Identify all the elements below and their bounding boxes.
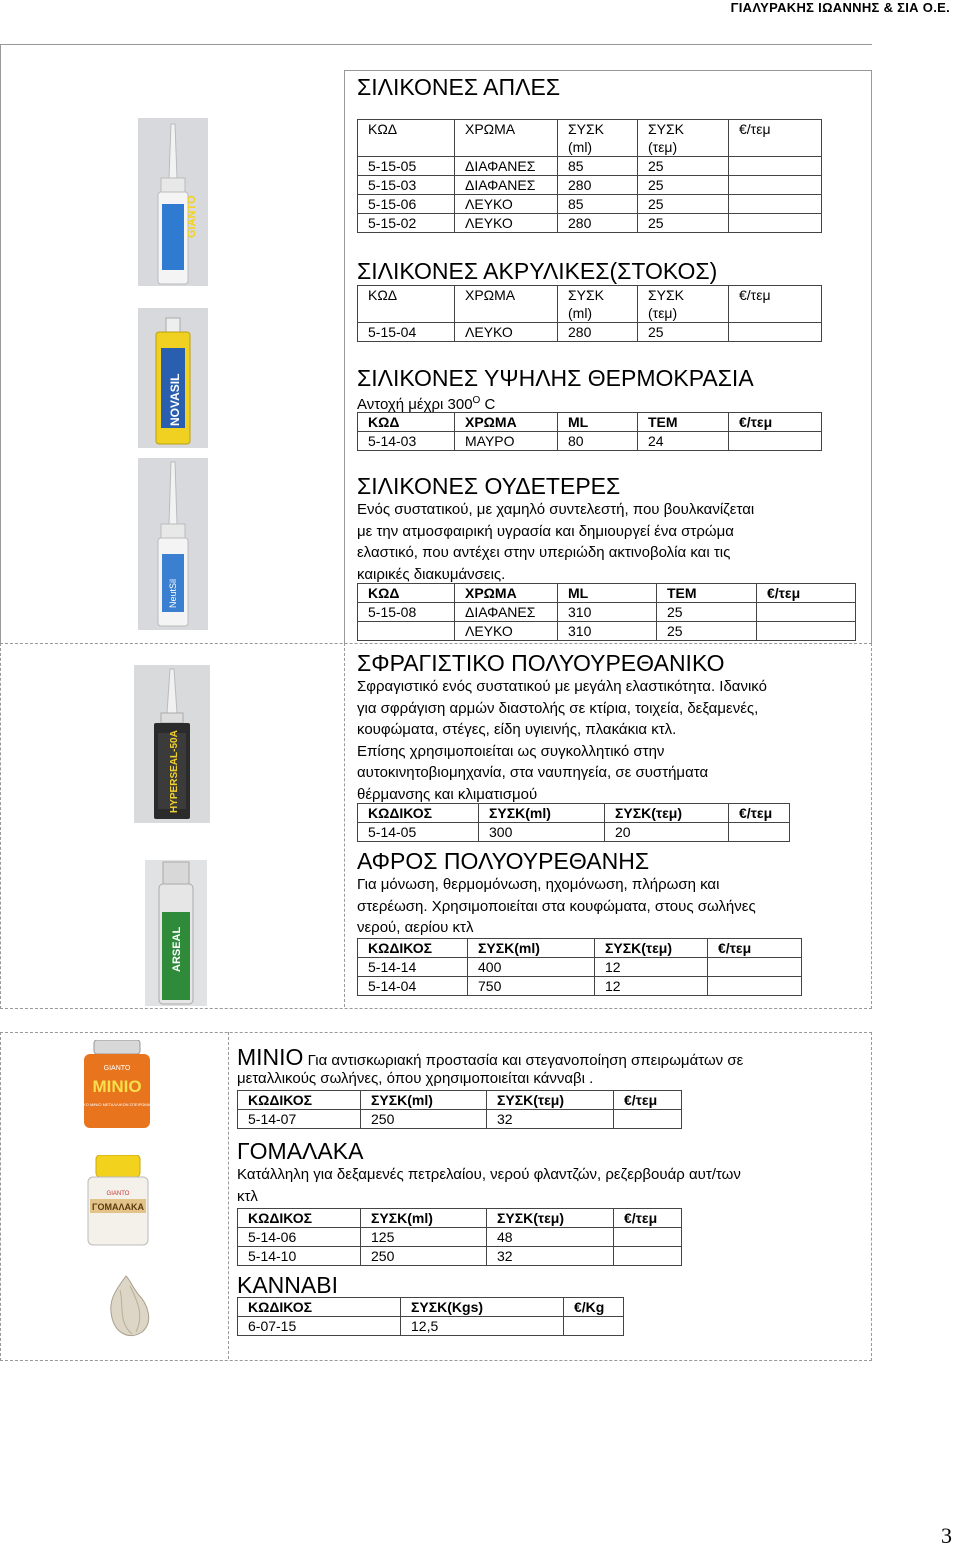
silicone-tube-label: GIANTO: [186, 195, 198, 238]
cell-pcs: 25: [657, 603, 757, 622]
col-header-price: €/τεμ: [757, 584, 856, 603]
cell-price: [729, 195, 822, 214]
cell-code: 5-15-02: [358, 214, 455, 233]
pu-sealant-table: [357, 803, 790, 842]
company-name: ΓΙΑΛΥΡΑΚΗΣ ΙΩΑΝΝΗΣ & ΣΙΑ Ο.Ε.: [730, 0, 950, 15]
cell-pack-pcs: 48: [487, 1228, 614, 1247]
col-header-price: €/τεμ: [729, 804, 790, 823]
col-header-pcs: ΤΕΜ: [657, 584, 757, 603]
cell-code: 5-14-05: [358, 823, 479, 842]
col-header-pack-ml: ΣΥΣΚ(ml): [479, 804, 605, 823]
cell-price: [729, 157, 822, 176]
table-row: [358, 603, 856, 622]
table-row: [358, 214, 822, 233]
kannavi-title: ΚΑΝΝΑΒΙ: [237, 1272, 338, 1298]
col-header-code: ΚΩΔΙΚΟΣ: [358, 939, 468, 958]
col-header-color: ΧΡΩΜΑ: [455, 584, 558, 603]
col-header-pack-pcs: ΣΥΣΚ (τεμ): [638, 120, 729, 157]
col-header-pack-pcs: ΣΥΣΚ(τεμ): [605, 804, 729, 823]
hemp-fiber-image: [96, 1272, 158, 1344]
cell-code: 5-15-05: [358, 157, 455, 176]
table-header-row: [358, 413, 822, 432]
col-header-ml: ML: [558, 413, 638, 432]
minio-jar-sub: ΕΙΔΙΚΟ ΜΙΝΙΟ ΜΕΤΑΛΛΙΚΩΝ ΣΠΕΙΡΩΜΑΤΩΝ: [76, 1102, 158, 1107]
cell-color: ΜΑΥΡΟ: [455, 432, 558, 451]
description-line: Επίσης χρησιμοποιείται ως συγκολλητικό στην: [357, 742, 665, 760]
cell-pack-kg: 12,5: [401, 1317, 564, 1336]
high-temp-subtitle-unit: C: [480, 396, 496, 413]
table-row: [358, 432, 822, 451]
cell-ml: 310: [558, 603, 657, 622]
page-number: 3: [941, 1523, 952, 1548]
cell-code: [358, 622, 455, 641]
table-header-row: [358, 804, 790, 823]
cell-pack-pcs: 20: [605, 823, 729, 842]
cell-code: 5-15-08: [358, 603, 455, 622]
gomalaka-jar-label: ΓΟΜΑΛΑΚΑ: [92, 1202, 144, 1212]
table-header-row: [358, 286, 822, 323]
cell-color: ΔΙΑΦΑΝΕΣ: [455, 176, 558, 195]
pu-foam-table: [357, 938, 802, 996]
minio-jar-label: MINIO: [92, 1077, 142, 1096]
cell-price: [708, 977, 802, 996]
neutral-tube-image: [138, 458, 208, 630]
col-header-code: ΚΩΔΙΚΟΣ: [358, 804, 479, 823]
col-header-pcs: ΤΕΜ: [638, 413, 729, 432]
foam-can-image: [145, 860, 207, 1006]
bottom-frame-divider: [228, 1032, 229, 1359]
col-header-pack-ml: ΣΥΣΚ(ml): [361, 1209, 487, 1228]
table-row: [238, 1247, 682, 1266]
description-line: στερέωση. Χρησιμοποιείται στα κουφώματα, στους σωλήνες: [357, 897, 756, 915]
col-header-pack-pcs: ΣΥΣΚ (τεμ): [638, 286, 729, 323]
table-row: [358, 176, 822, 195]
col-header-code: ΚΩΔ: [358, 413, 455, 432]
description-line: αυτοκινητοβιομηχανία, στα ναυπηγεία, σε συστήματα: [357, 764, 709, 781]
acrylic-tube-image: [138, 308, 208, 448]
col-header-color: ΧΡΩΜΑ: [455, 413, 558, 432]
cell-pack-ml: 400: [468, 958, 595, 977]
cell-price: [729, 432, 822, 451]
cell-price: [757, 622, 856, 641]
silicones-simple-table: [357, 119, 822, 233]
lower-frame-divider: [344, 643, 345, 1007]
pu-sealant-description: [357, 676, 867, 805]
cell-pack-pcs: 25: [638, 195, 729, 214]
col-header-code: ΚΩΔ: [358, 584, 455, 603]
col-header-pack-ml: ΣΥΣΚ (ml): [558, 286, 638, 323]
silicones-neutral-title: ΣΙΛΙΚΟΝΕΣ ΟΥΔΕΤΕΡΕΣ: [357, 473, 621, 499]
table-row: [238, 1317, 624, 1336]
description-line: κουφώματα, στέγες, είδη υγιεινής, πλακάκια κτλ.: [357, 721, 677, 738]
table-row: [358, 958, 802, 977]
cell-price: [729, 214, 822, 233]
cell-code: 5-15-03: [358, 176, 455, 195]
description-line: Σφραγιστικό ενός συστατικού με μεγάλη ελαστικότητα. Ιδανικό: [357, 678, 767, 695]
cell-pack-pcs: 32: [487, 1247, 614, 1266]
description-line: για σφράγιση αρμών διαστολής σε κτίρια, τοιχεία, δεξαμενές,: [357, 699, 759, 717]
minio-heading: [237, 1044, 743, 1071]
cell-pack-ml: 85: [558, 195, 638, 214]
pu-foam-title: ΑΦΡΟΣ ΠΟΛΥΟΥΡΕΘΑΝΗΣ: [357, 848, 650, 874]
col-header-price: €/τεμ: [729, 120, 822, 157]
col-header-code: ΚΩΔ: [358, 120, 455, 157]
cell-pcs: 24: [638, 432, 729, 451]
silicone-tube-image: [138, 118, 208, 286]
cell-pack-ml: 280: [558, 176, 638, 195]
table-row: [238, 1110, 682, 1129]
minio-jar-image: [76, 1040, 158, 1130]
cell-pack-pcs: 25: [638, 157, 729, 176]
cell-code: 5-14-10: [238, 1247, 361, 1266]
gomalaka-title: ΓΟΜΑΛΑΚΑ: [237, 1138, 364, 1164]
gomalaka-description: [237, 1164, 867, 1207]
cell-price: [729, 176, 822, 195]
cell-pack-ml: 300: [479, 823, 605, 842]
cell-pack-ml: 85: [558, 157, 638, 176]
pu-foam-description: [357, 874, 867, 939]
minio-title: ΜΙΝΙΟ: [237, 1044, 304, 1070]
minio-description-line: μεταλλικούς σωλήνες, όπου χρησιμοποιείται κάνναβι .: [237, 1070, 594, 1087]
col-header-pack-ml: ΣΥΣΚ(ml): [361, 1091, 487, 1110]
minio-description-inline: Για αντισκωριακή προστασία και στεγανοποίηση σπειρωμάτων σε: [303, 1052, 744, 1069]
cell-pack-ml: 250: [361, 1247, 487, 1266]
kannavi-table: [237, 1297, 624, 1336]
col-header-pack-ml: ΣΥΣΚ (ml): [558, 120, 638, 157]
cell-price: [757, 603, 856, 622]
cell-pack-pcs: 25: [638, 176, 729, 195]
table-row: [358, 622, 856, 641]
col-header-price: €/τεμ: [614, 1091, 682, 1110]
image-column-border: [0, 44, 1, 644]
pu-cartridge-label: HYPERSEAL-50A: [169, 730, 180, 813]
cell-code: 5-15-06: [358, 195, 455, 214]
silicones-neutral-table: [357, 583, 856, 641]
top-frame-line: [0, 44, 872, 45]
col-header-pack-pcs: ΣΥΣΚ(τεμ): [487, 1091, 614, 1110]
table-row: [238, 1228, 682, 1247]
pu-sealant-title: ΣΦΡΑΓΙΣΤΙΚΟ ΠΟΛΥΟΥΡΕΘΑΝΙΚΟ: [357, 650, 725, 676]
table-header-row: [238, 1209, 682, 1228]
cell-code: 5-14-06: [238, 1228, 361, 1247]
col-header-pack-pcs: ΣΥΣΚ(τεμ): [595, 939, 708, 958]
cell-code: 6-07-15: [238, 1317, 401, 1336]
silicones-high-temp-title: ΣΙΛΙΚΟΝΕΣ ΥΨΗΛΗΣ ΘΕΡΜΟΚΡΑΣΙΑ: [357, 365, 754, 391]
cell-color: ΛΕΥΚΟ: [455, 195, 558, 214]
table-row: [358, 195, 822, 214]
cell-price: [614, 1228, 682, 1247]
cell-price: [614, 1247, 682, 1266]
table-row: [358, 157, 822, 176]
silicones-acrylic-table: [357, 285, 822, 342]
cell-color: ΔΙΑΦΑΝΕΣ: [455, 157, 558, 176]
minio-table: [237, 1090, 682, 1129]
col-header-price: €/τεμ: [729, 413, 822, 432]
description-line: Για μόνωση, θερμομόνωση, ηχομόνωση, πλήρωση και: [357, 876, 720, 893]
col-header-code: ΚΩΔ: [358, 286, 455, 323]
description-line: καιρικές διακυμάνσεις.: [357, 565, 506, 583]
cell-ml: 80: [558, 432, 638, 451]
description-line: με την ατμοσφαιρική υγρασία και δημιουργεί ένα στρώμα: [357, 522, 734, 540]
col-header-pack-kg: ΣΥΣΚ(Kgs): [401, 1298, 564, 1317]
silicones-neutral-description: [357, 499, 857, 585]
gomalaka-jar-image: [80, 1155, 156, 1247]
cell-color: ΛΕΥΚΟ: [455, 323, 558, 342]
col-header-pack-ml: ΣΥΣΚ(ml): [468, 939, 595, 958]
table-header-row: [238, 1298, 624, 1317]
table-row: [358, 977, 802, 996]
cell-pack-ml: 280: [558, 323, 638, 342]
cell-color: ΛΕΥΚΟ: [455, 622, 558, 641]
table-header-row: [238, 1091, 682, 1110]
description-line: κτλ: [237, 1187, 258, 1205]
cell-price: [564, 1317, 624, 1336]
silicones-high-temp-table: [357, 412, 822, 451]
description-line: νερού, αερίου κτλ: [357, 919, 474, 936]
pu-cartridge-image: [134, 665, 210, 823]
cell-price: [729, 323, 822, 342]
cell-pack-pcs: 25: [638, 323, 729, 342]
col-header-pack-pcs: ΣΥΣΚ(τεμ): [487, 1209, 614, 1228]
table-header-row: [358, 939, 802, 958]
cell-pack-pcs: 25: [638, 214, 729, 233]
description-line: Ενός συστατικού, με χαμηλό συντελεστή, που βουλκανίζεται: [357, 501, 755, 518]
cell-color: ΛΕΥΚΟ: [455, 214, 558, 233]
cell-code: 5-15-04: [358, 323, 455, 342]
cell-code: 5-14-14: [358, 958, 468, 977]
cell-pack-ml: 125: [361, 1228, 487, 1247]
col-header-ml: ML: [558, 584, 657, 603]
col-header-price: €/τεμ: [729, 286, 822, 323]
description-line: θέρμανσης και κλιματισμού: [357, 785, 538, 803]
cell-code: 5-14-07: [238, 1110, 361, 1129]
description-line: ελαστικό, που αντέχει στην υπεριώδη ακτινοβολία και τις: [357, 544, 731, 561]
col-header-price: €/τεμ: [614, 1209, 682, 1228]
table-row: [358, 323, 822, 342]
gomalaka-jar-brand: GIANTO: [106, 1191, 130, 1197]
table-header-row: [358, 120, 822, 157]
table-row: [358, 823, 790, 842]
cell-pack-pcs: 32: [487, 1110, 614, 1129]
col-header-code: ΚΩΔΙΚΟΣ: [238, 1298, 401, 1317]
cell-code: 5-14-03: [358, 432, 455, 451]
cell-ml: 310: [558, 622, 657, 641]
cell-code: 5-14-04: [358, 977, 468, 996]
cell-pcs: 25: [657, 622, 757, 641]
silicones-simple-title: ΣΙΛΙΚΟΝΕΣ ΑΠΛΕΣ: [357, 74, 561, 100]
col-header-color: ΧΡΩΜΑ: [455, 286, 558, 323]
degree-superscript: Ο: [472, 395, 481, 406]
foam-can-label: ARSEAL: [171, 926, 183, 972]
silicones-acrylic-title: ΣΙΛΙΚΟΝΕΣ ΑΚΡΥΛΙΚΕΣ(ΣΤΟΚΟΣ): [357, 258, 718, 284]
gomalaka-table: [237, 1208, 682, 1266]
cell-pack-ml: 280: [558, 214, 638, 233]
col-header-price: €/Kg: [564, 1298, 624, 1317]
cell-price: [614, 1110, 682, 1129]
high-temp-subtitle-text: Αντοχή μέχρι 300: [357, 396, 473, 413]
cell-price: [729, 823, 790, 842]
col-header-code: ΚΩΔΙΚΟΣ: [238, 1209, 361, 1228]
cell-pack-pcs: 12: [595, 958, 708, 977]
cell-pack-pcs: 12: [595, 977, 708, 996]
cell-pack-ml: 750: [468, 977, 595, 996]
cell-pack-ml: 250: [361, 1110, 487, 1129]
col-header-color: ΧΡΩΜΑ: [455, 120, 558, 157]
neutral-tube-label: NeutSil: [168, 578, 178, 608]
table-header-row: [358, 584, 856, 603]
col-header-code: ΚΩΔΙΚΟΣ: [238, 1091, 361, 1110]
cell-color: ΔΙΑΦΑΝΕΣ: [455, 603, 558, 622]
acrylic-tube-label: NOVASIL: [168, 373, 182, 426]
col-header-price: €/τεμ: [708, 939, 802, 958]
minio-jar-brand: GIANTO: [103, 1065, 131, 1072]
cell-price: [708, 958, 802, 977]
description-line: Κατάλληλη για δεξαμενές πετρελαίου, νερού φλαντζών, ρεζερβουάρ αυτ/των: [237, 1166, 741, 1183]
